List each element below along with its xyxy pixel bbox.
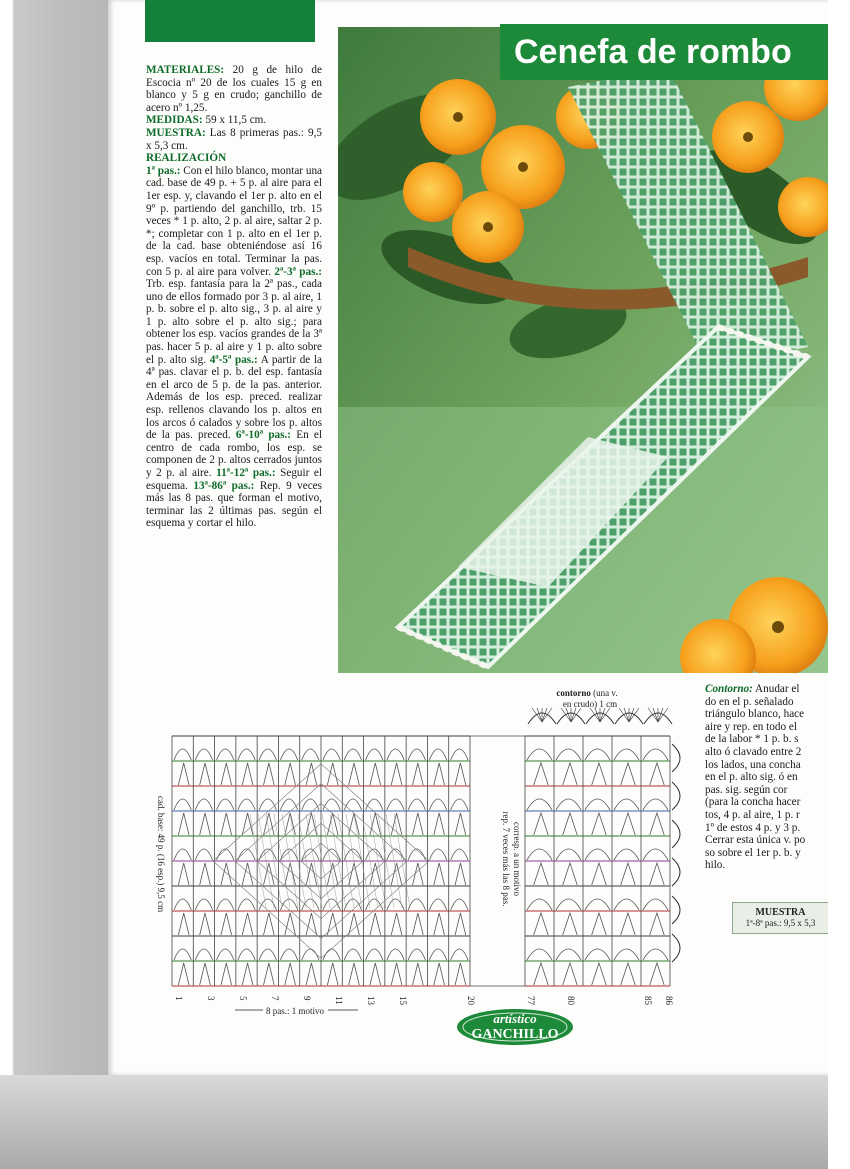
row-1-text: Con el hilo blanco, montar una cad. base de 49 p. + 5 p. al aire para el 1er esp. y, clavando el 1er p. alto en el 9º p. partiendo del ganchillo, trb. 15 veces * 1 p. alto, 2 p. al aire, saltar 2 p. *; completar con 1 p. alto en el 1er p. de la cad. base obteniéndose así 16 esp. vacíos en total. Terminar la pas. con 5 p. al aire para volver.	[146, 164, 322, 278]
row-2-label: 2ª-3ª pas.:	[274, 265, 322, 278]
contorno-label: Contorno:	[705, 683, 753, 695]
logo-line-1: artístico	[493, 1011, 537, 1026]
row-11-label: 11ª-12ª pas.:	[216, 467, 276, 479]
contorno-chart-note: en crudo) 1 cm	[562, 699, 618, 709]
row-number: 9	[302, 996, 312, 1001]
crochet-chart	[150, 684, 695, 1024]
logo-svg	[455, 1005, 575, 1047]
scan-bottom-shadow	[0, 1075, 850, 1169]
contorno-chart-label: contorno (una v.	[556, 688, 618, 698]
medidas-label: MEDIDAS:	[146, 114, 203, 127]
lace-photo	[338, 27, 828, 673]
row-number: 15	[398, 996, 408, 1005]
row-6-text: En el centro de cada rombo, los esp. se componen de 2 p. altos cerrados juntos y 2 p. al aire.	[146, 429, 322, 479]
row-13-text: Rep. 9 veces más las 8 pas. que forman el motivo, terminar las 2 últimas pas. según el esquema y cortar el hilo.	[146, 479, 322, 530]
contorno-line: do en el p. señalado	[705, 695, 794, 708]
realizacion-label: REALIZACIÓN	[146, 152, 227, 165]
contorno-line: Anudar el	[752, 683, 800, 695]
muestra-box-heading: MUESTRA	[755, 907, 806, 918]
logo-line-2: GANCHILLO	[471, 1027, 559, 1042]
row-number: 77	[526, 996, 536, 1005]
row-2-text: Trb. esp. fantasía para la 2ª pas., cada uno de ellos formado por 3 p. al aire, 1 p. b. sobre el p. alto sig., 3 p. al aire y 1 p. alto sobre el p. alto sig.; para obtener los esp. vacíos grandes de la 3ª pas. hacer 5 p. al aire y 1 p. alto sobre el p. alto sig.	[146, 278, 322, 366]
contorno-line: triángulo blanco, hace	[705, 708, 805, 721]
base-chain-label: cad. base: 49 p. (16 esp.) 9,5 cm	[156, 795, 166, 913]
row-number: 80	[566, 996, 576, 1005]
muestra-text: Las 8 primeras pas.: 9,5 x 5,3 cm.	[146, 126, 322, 152]
contorno-column	[705, 683, 828, 872]
contorno-line: tos, 4 p. al aire, 1 p. r	[705, 808, 800, 821]
contorno-line: (para la concha hacer	[705, 796, 801, 809]
row-11-text: Seguir el esquema.	[146, 467, 322, 492]
row-number: 85	[643, 996, 653, 1005]
contorno-line: de la labor * 1 p. b. s	[705, 733, 799, 746]
crochet-chart-svg	[150, 684, 695, 1024]
row-4-text: A partir de la 4ª pas. clavar el p. b. del esp. fantasía en el arco de 5 p. de la pas. anterior. Además de los esp. preced. realizar esp. rellenos clavando los p. altos en los arcos ó calados y sobre los p. altos de la pas. preced.	[146, 353, 322, 442]
row-13-label: 13ª-86ª pas.:	[193, 479, 255, 492]
lace-photo-illustration	[338, 27, 828, 673]
chart-grid	[172, 708, 680, 986]
contorno-line: Cerrar esta única v. po	[705, 834, 806, 847]
motif-label: 8 pas.: 1 motivo	[266, 1006, 324, 1016]
artistico-ganchillo-logo	[455, 1005, 575, 1047]
medidas-text: 59 x 11,5 cm.	[202, 114, 267, 127]
contorno-line: alto ó clavado entre 2	[705, 745, 802, 758]
contorno-line: 1º de estos 4 p. y 3 p.	[705, 821, 801, 834]
row-6-label: 6ª-10ª pas.:	[235, 429, 292, 442]
row-1-label: 1ª pas.:	[146, 164, 181, 177]
materiales-text: 20 g de hilo de Escocia nº 20 de los cuales 15 g en blanco y 5 g en crudo; ganchillo de acero nº 1,25.	[146, 64, 322, 114]
contorno-line: pas. sig. según cor	[705, 783, 788, 796]
instructions-column	[146, 64, 322, 530]
row-number: 5	[238, 996, 248, 1001]
row-number: 86	[664, 996, 674, 1005]
contorno-line: aire y rep. en todo el	[705, 720, 797, 733]
repeat-label: rep. 7 veces más las 8 pas.	[501, 811, 511, 907]
header-green-block	[145, 0, 315, 42]
muestra-box	[732, 902, 828, 934]
row-4-label: 4ª-5ª pas.:	[209, 353, 258, 366]
row-number: 7	[270, 996, 280, 1001]
row-number: 13	[366, 996, 376, 1005]
contorno-line: hilo.	[705, 859, 726, 872]
row-number: 1	[174, 996, 184, 1001]
row-number: 11	[334, 996, 344, 1005]
muestra-box-text: 1ª-8ª pas.: 9,5 x 5,3	[745, 918, 816, 928]
scan-right-margin	[828, 0, 850, 1169]
row-number: 20	[466, 996, 476, 1005]
repeat-label-2: corresp. a un motivo	[512, 822, 522, 896]
scan-left-shadow	[0, 0, 108, 1169]
article-title: Cenefa de rombo	[500, 24, 828, 80]
row-number: 3	[206, 996, 216, 1001]
materiales-label: MATERIALES:	[146, 64, 225, 76]
muestra-label: MUESTRA:	[146, 126, 206, 139]
contorno-line: los lados, una concha	[705, 758, 801, 771]
contorno-line: en el p. alto sig. ó en	[705, 771, 798, 784]
row-numbers	[174, 996, 674, 1006]
contorno-line: so sobre el 1er p. b. y	[705, 846, 801, 859]
